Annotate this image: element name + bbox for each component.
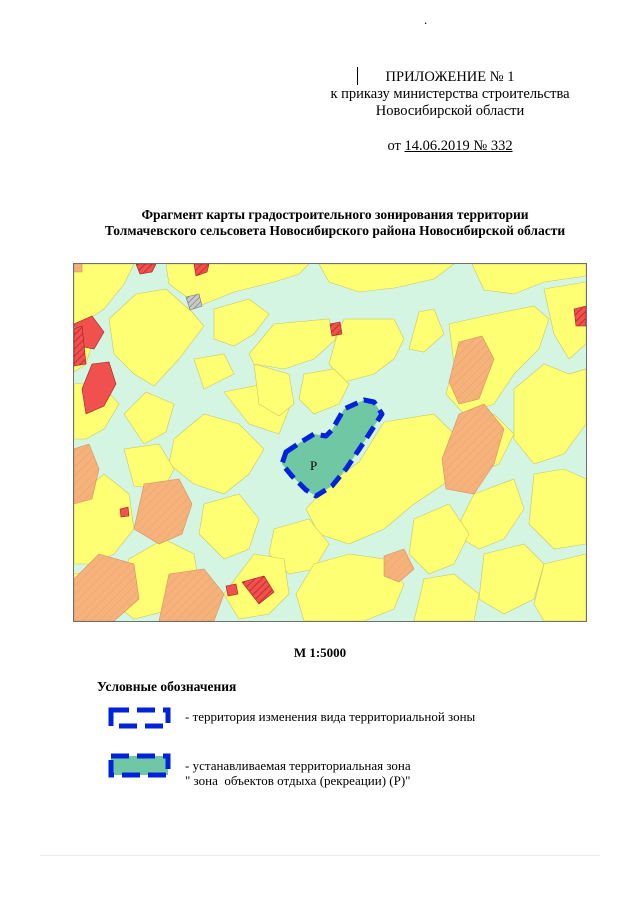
number-label: №	[469, 138, 491, 154]
map-title-line1: Фрагмент карты градостроительного зонирования территории	[141, 207, 529, 222]
industrial-hatched-block	[574, 306, 586, 326]
industrial-hatched-block	[330, 322, 342, 336]
top-dot: .	[424, 12, 428, 27]
legend-dashed-border	[111, 710, 168, 726]
map-scale: М 1:5000	[293, 645, 347, 660]
date-prefix: от	[387, 138, 405, 154]
appendix-region-line: Новосибирской области	[375, 103, 525, 119]
appendix-order-line: к приказу министерства строительства	[330, 86, 570, 102]
order-date-line	[300, 138, 600, 155]
legend-item1-text: - территория изменения вида территориальной зоны	[185, 709, 476, 724]
legend-title: Условные обозначения	[97, 679, 237, 694]
bottom-divider	[40, 855, 600, 856]
map-title-line2: Толмачевского сельсовета Новосибирского района Новосибирской области	[104, 223, 566, 238]
zoning-map	[73, 263, 587, 622]
legend-item2-line1: - устанавливаемая территориальная зона	[185, 758, 411, 773]
legend-change-border-symbol	[108, 707, 171, 729]
legend-recreation-fill	[111, 756, 168, 775]
zoning-map-svg	[74, 264, 586, 621]
legend-item2-line2: " зона объектов отдыха (рекреации) (Р)"	[185, 773, 411, 788]
commercial-block	[74, 264, 82, 272]
industrial-block	[120, 507, 129, 517]
zone-label: Р	[310, 458, 318, 473]
legend-recreation-symbol	[108, 753, 171, 778]
order-number: 332	[490, 138, 513, 154]
appendix-title: ПРИЛОЖЕНИЕ № 1	[385, 69, 515, 85]
industrial-block	[226, 584, 238, 596]
order-date: 14.06.2019	[404, 138, 470, 154]
